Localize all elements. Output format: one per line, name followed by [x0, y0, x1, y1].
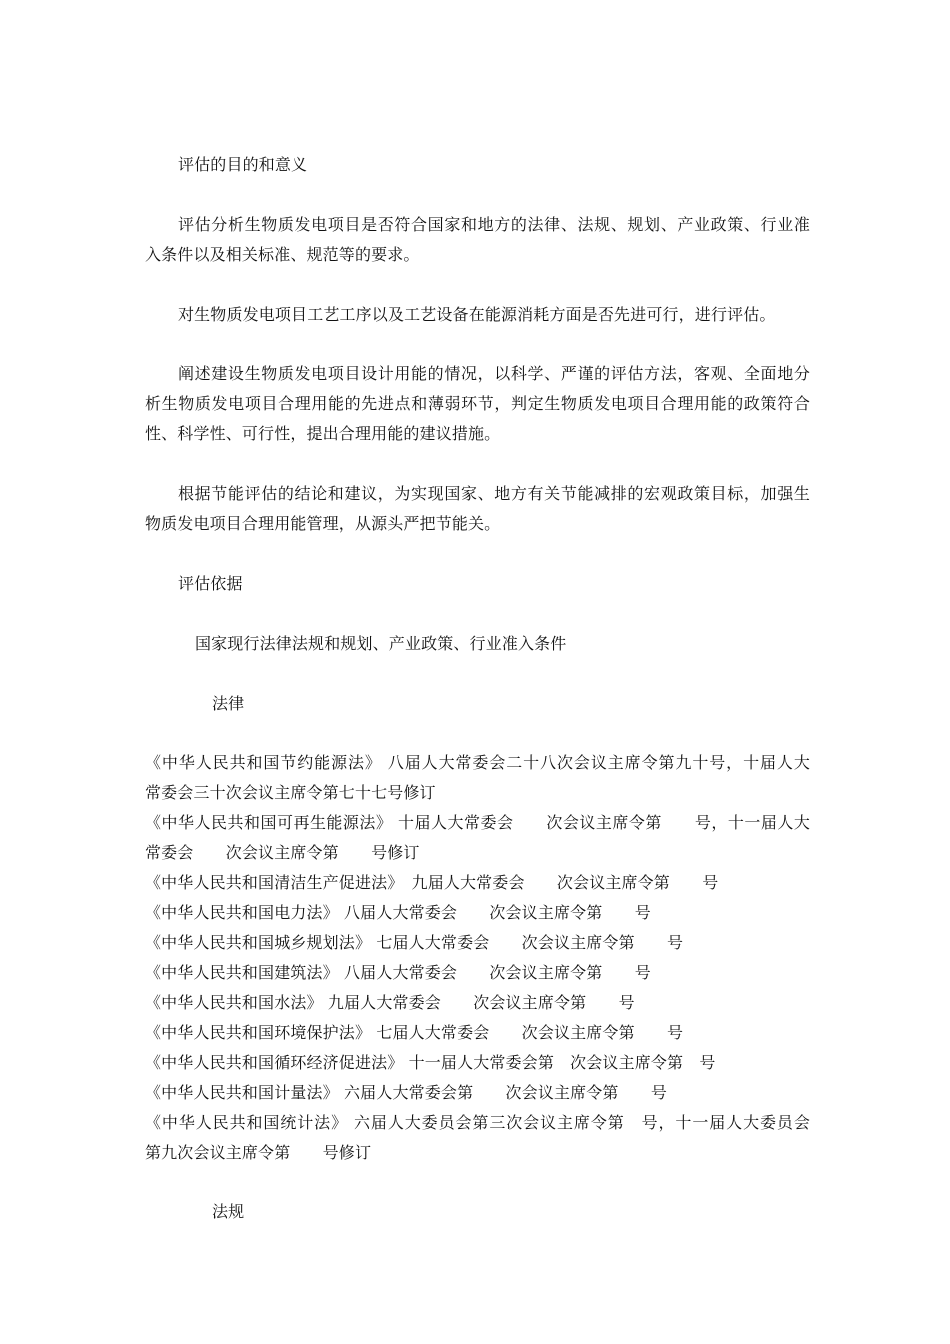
law-list-line: 《中华人民共和国可再生能源法》 十届人大常委会 次会议主席令第 号，十一届人大 — [145, 813, 810, 832]
subsection-heading-regulation: 法规 — [212, 1202, 245, 1221]
law-list-line: 《中华人民共和国电力法》 八届人大常委会 次会议主席令第 号 — [145, 903, 651, 922]
law-list-line: 第九次会议主席令第 号修订 — [145, 1143, 372, 1162]
law-list-line: 《中华人民共和国清洁生产促进法》 九届人大常委会 次会议主席令第 号 — [145, 873, 719, 892]
law-list-line: 《中华人民共和国计量法》 六届人大常委会第 次会议主席令第 号 — [145, 1083, 668, 1102]
paragraph-line: 阐述建设生物质发电项目设计用能的情况，以科学、严谨的评估方法，客观、全面地分 — [178, 364, 810, 383]
law-list-line: 常委会三十次会议主席令第七十七号修订 — [145, 783, 436, 802]
law-list-line: 《中华人民共和国水法》 九届人大常委会 次会议主席令第 号 — [145, 993, 635, 1012]
paragraph-line: 评估分析生物质发电项目是否符合国家和地方的法律、法规、规划、产业政策、行业准 — [178, 215, 810, 234]
law-list-line: 《中华人民共和国建筑法》 八届人大常委会 次会议主席令第 号 — [145, 963, 651, 982]
law-list-line: 《中华人民共和国节约能源法》 八届人大常委会二十八次会议主席令第九十号，十届人大 — [145, 753, 810, 772]
paragraph-line: 对生物质发电项目工艺工序以及工艺设备在能源消耗方面是否先进可行，进行评估。 — [178, 305, 776, 324]
section-heading-purpose: 评估的目的和意义 — [178, 155, 308, 174]
section-heading-basis: 评估依据 — [178, 574, 243, 593]
paragraph-line: 物质发电项目合理用能管理，从源头严把节能关。 — [145, 514, 501, 533]
law-list-line: 常委会 次会议主席令第 号修订 — [145, 843, 420, 862]
law-list-line: 《中华人民共和国城乡规划法》 七届人大常委会 次会议主席令第 号 — [145, 933, 684, 952]
paragraph-line: 析生物质发电项目合理用能的先进点和薄弱环节，判定生物质发电项目合理用能的政策符合 — [145, 394, 810, 413]
law-list-line: 《中华人民共和国循环经济促进法》 十一届人大常委会第 次会议主席令第 号 — [145, 1053, 716, 1072]
subsection-heading-law: 法律 — [212, 694, 245, 713]
law-list-line: 《中华人民共和国环境保护法》 七届人大常委会 次会议主席令第 号 — [145, 1023, 684, 1042]
paragraph-line: 性、科学性、可行性，提出合理用能的建议措施。 — [145, 424, 501, 443]
paragraph-line: 入条件以及相关标准、规范等的要求。 — [145, 245, 420, 264]
law-list-line: 《中华人民共和国统计法》 六届人大委员会第三次会议主席令第 号，十一届人大委员会 — [145, 1113, 810, 1132]
subsection-heading: 国家现行法律法规和规划、产业政策、行业准入条件 — [195, 634, 567, 653]
paragraph-line: 根据节能评估的结论和建议，为实现国家、地方有关节能减排的宏观政策目标，加强生 — [178, 484, 810, 503]
